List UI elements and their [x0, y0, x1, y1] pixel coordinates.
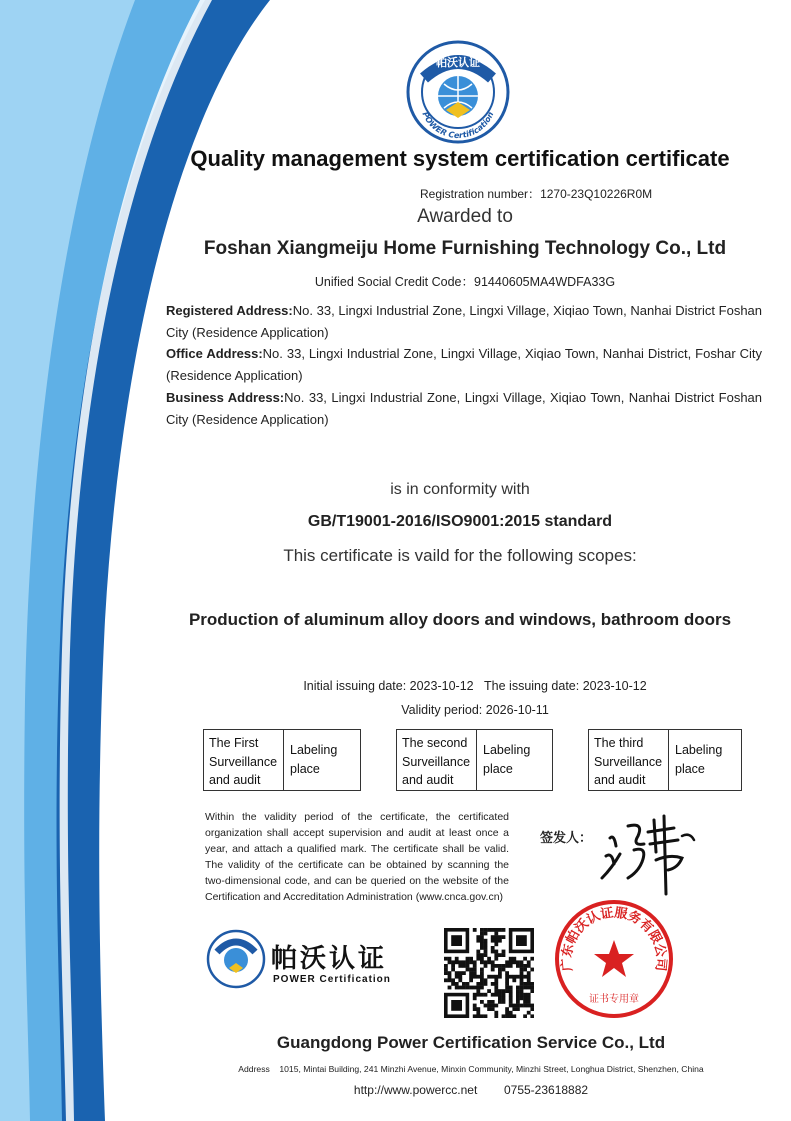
awarded-to: Awarded to [417, 206, 513, 227]
power-certification-logo [402, 38, 514, 146]
seal-star-icon [594, 940, 634, 977]
footer-address: Address 1015, Mintai Building, 241 Minzhi Avenue, Minxin Community, Minzhi Street, Longhua District, Shenzhen, China [238, 1064, 704, 1074]
standard-text: GB/T19001-2016/ISO9001:2015 standard [307, 513, 613, 530]
issue-dates: Initial issuing date: 2023-10-12 The issuing date: 2023-10-12 [303, 679, 647, 693]
logo-cn-text: 帕沃认证 [271, 944, 388, 974]
signature [598, 806, 708, 898]
surveillance-label: The third Surveillance and audit [589, 730, 669, 790]
footer-company: Guangdong Power Certification Service Co., Ltd [276, 1033, 666, 1052]
surveillance-box-2 [396, 729, 553, 791]
signer-label: 签发人： [540, 830, 593, 845]
business-address: Business Address:No. 33, Lingxi Industrial Zone, Lingxi Village, Xiqiao Town, Nanhai District Foshan City (Residence Application) [166, 390, 763, 427]
logo-cn-text: 帕沃认证 [436, 56, 480, 69]
registered-address: Registered Address:No. 33, Lingxi Industrial Zone, Lingxi Village, Xiqiao Town, Nanhai District Foshan City (Residence Application) [166, 303, 763, 340]
seal-bottom-text: 证书专用章 [589, 994, 639, 1005]
labeling-place: Labeling place [483, 743, 531, 776]
power-logo-emblem [205, 928, 267, 990]
credit-code: Unified Social Credit Code：91440605MA4WDFA33G [314, 275, 616, 289]
logo-en-text: POWER Certification [273, 974, 391, 985]
scope-text: Production of aluminum alloy doors and windows, bathroom doors [188, 610, 732, 629]
scope-intro: This certificate is vaild for the following scopes: [283, 546, 637, 565]
validity-period: Validity period: 2026-10-11 [401, 703, 549, 717]
website-link[interactable]: http://www.powercc.net [353, 1083, 478, 1097]
surveillance-box-1 [203, 729, 361, 791]
qr-code [444, 928, 534, 1018]
logo-en-text: POWER Certification [420, 110, 496, 141]
certificate-title: Quality management system certification certificate [190, 146, 730, 171]
validity-notice: Within the validity period of the certificate, the certificated organization shall accept supervision and audit at least once a year, and attach a qualified mark. The certificate shall be valid. The validity of the certificate can be obtained by scanning the two-dimensional code, and can be queried on the website of the Certification and Accreditation Administration (www.cnca.gov.cn) [205, 811, 509, 904]
company-seal [553, 898, 675, 1020]
conformity-text: is in conformity with [390, 481, 530, 498]
seal-arc-text: 广东帕沃认证服务有限公司 [559, 905, 669, 972]
surveillance-box-3 [588, 729, 742, 791]
surveillance-label: The second Surveillance and audit [397, 730, 477, 790]
labeling-place: Labeling place [290, 743, 338, 776]
phone-number: 0755-23618882 [503, 1083, 589, 1097]
company-name: Foshan Xiangmeiju Home Furnishing Technology Co., Ltd [203, 238, 727, 259]
labeling-place: Labeling place [675, 743, 723, 776]
registration-number: Registration number：1270-23Q10226R0M [420, 187, 653, 201]
bottom-logo [205, 928, 415, 990]
footer-contact [130, 1083, 791, 1097]
office-address: Office Address:No. 33, Lingxi Industrial Zone, Lingxi Village, Xiqiao Town, Nanhai District, Foshar City (Residence Application) [166, 346, 762, 383]
surveillance-label: The First Surveillance and audit [204, 730, 284, 790]
